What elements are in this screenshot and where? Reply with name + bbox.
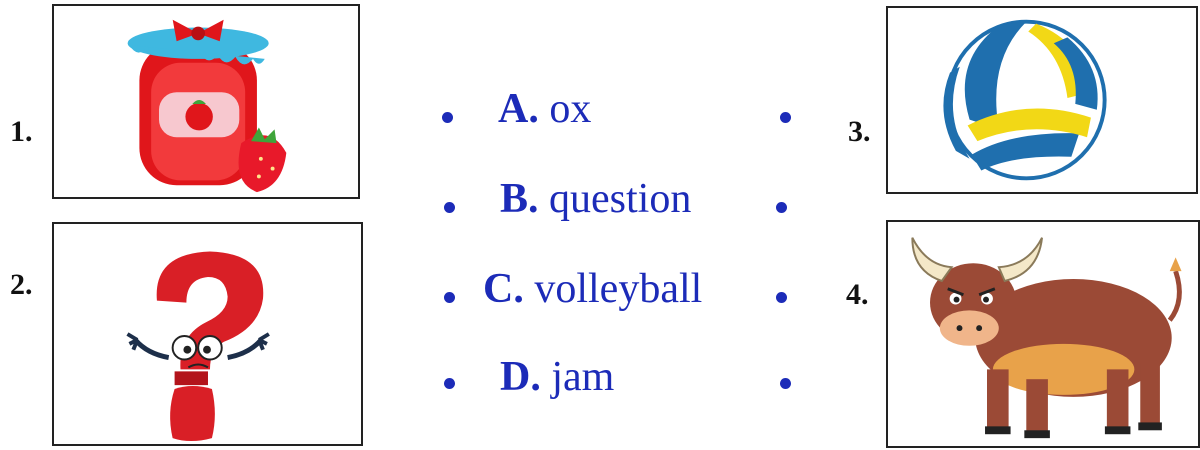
picture-number-4: 4. xyxy=(846,278,869,311)
match-dot-left-c[interactable] xyxy=(444,292,455,303)
jam-jar-image xyxy=(54,6,358,197)
match-dot-right-c[interactable] xyxy=(776,292,787,303)
option-b[interactable] xyxy=(500,178,691,220)
option-c[interactable] xyxy=(483,268,702,310)
match-dot-right-b[interactable] xyxy=(776,202,787,213)
option-a[interactable] xyxy=(498,88,591,130)
option-d-letter: D. xyxy=(500,354,541,400)
picture-frame-question xyxy=(52,222,363,446)
picture-number-3: 3. xyxy=(848,115,871,148)
picture-frame-ox xyxy=(886,220,1200,448)
option-d-word: jam xyxy=(551,354,615,400)
option-c-word: volleyball xyxy=(534,266,703,312)
option-c-letter: C. xyxy=(483,266,524,312)
ox-image xyxy=(888,222,1198,446)
match-dot-left-a[interactable] xyxy=(442,112,453,123)
picture-number-2: 2. xyxy=(10,268,33,301)
volleyball-image xyxy=(888,8,1196,192)
option-b-letter: B. xyxy=(500,176,539,222)
picture-frame-volleyball xyxy=(886,6,1198,194)
option-d[interactable] xyxy=(500,356,614,398)
picture-frame-jam xyxy=(52,4,360,199)
picture-number-1: 1. xyxy=(10,115,33,148)
option-b-word: question xyxy=(549,176,692,222)
match-dot-right-a[interactable] xyxy=(780,112,791,123)
option-a-word: ox xyxy=(549,86,592,132)
match-dot-left-b[interactable] xyxy=(444,202,455,213)
option-a-letter: A. xyxy=(498,86,539,132)
match-dot-left-d[interactable] xyxy=(444,378,455,389)
question-mark-image xyxy=(54,224,361,444)
match-dot-right-d[interactable] xyxy=(780,378,791,389)
